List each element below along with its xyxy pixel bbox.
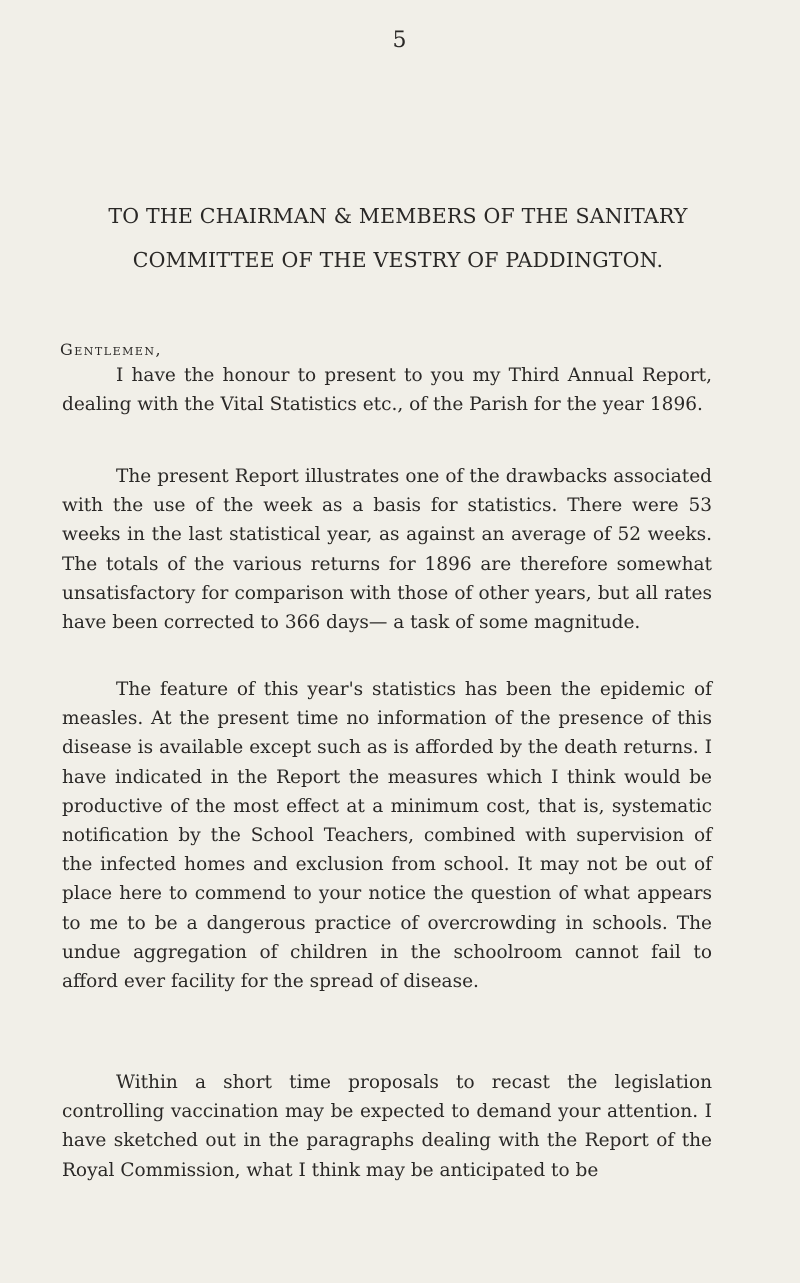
- report-title-line-1: TO THE CHAIRMAN & MEMBERS OF THE SANITARY: [108, 204, 688, 228]
- paragraph-4: Within a short time proposals to recast the legislation controlling vaccination may be expected to demand your attention. I have sketched out in the paragraphs dealing with the Report of the Royal Commission, what I think may be anticipated to be: [62, 1072, 712, 1181]
- page-number: 5: [392, 28, 408, 53]
- paragraph-1: I have the honour to present to you my Third Annual Report, dealing with the Vital Statistics etc., of the Parish for the year 1896.: [62, 365, 712, 416]
- salutation: Gentlemen,: [60, 340, 163, 359]
- report-title-line-2: COMMITTEE OF THE VESTRY OF PADDINGTON.: [132, 248, 664, 272]
- paragraph-2: The present Report illustrates one of the drawbacks associated with the use of the week as a basis for statistics. There were 53 weeks in the last statistical year, as against an average of 52 weeks. The totals of the various returns for 1896 are therefore somewhat unsatisfactory for comparison with those of other years, but all rates have been corrected to 366 days— a task of some magnitude.: [62, 466, 712, 634]
- paragraph-3: The feature of this year's statistics has been the epidemic of measles. At the present time no information of the presence of this disease is available except such as is afforded by the death returns. I have indicated in the Report the measures which I think would be productive of the most effect at a minimum cost, that is, systematic notification by the School Teachers, combined with supervision of the infected homes and exclusion from school. It may not be out of place here to commend to your notice the question of what appears to me to be a dangerous practice of overcrowding in schools. The undue aggregation of children in the schoolroom cannot fail to afford ever facility for the spread of disease.: [62, 679, 712, 993]
